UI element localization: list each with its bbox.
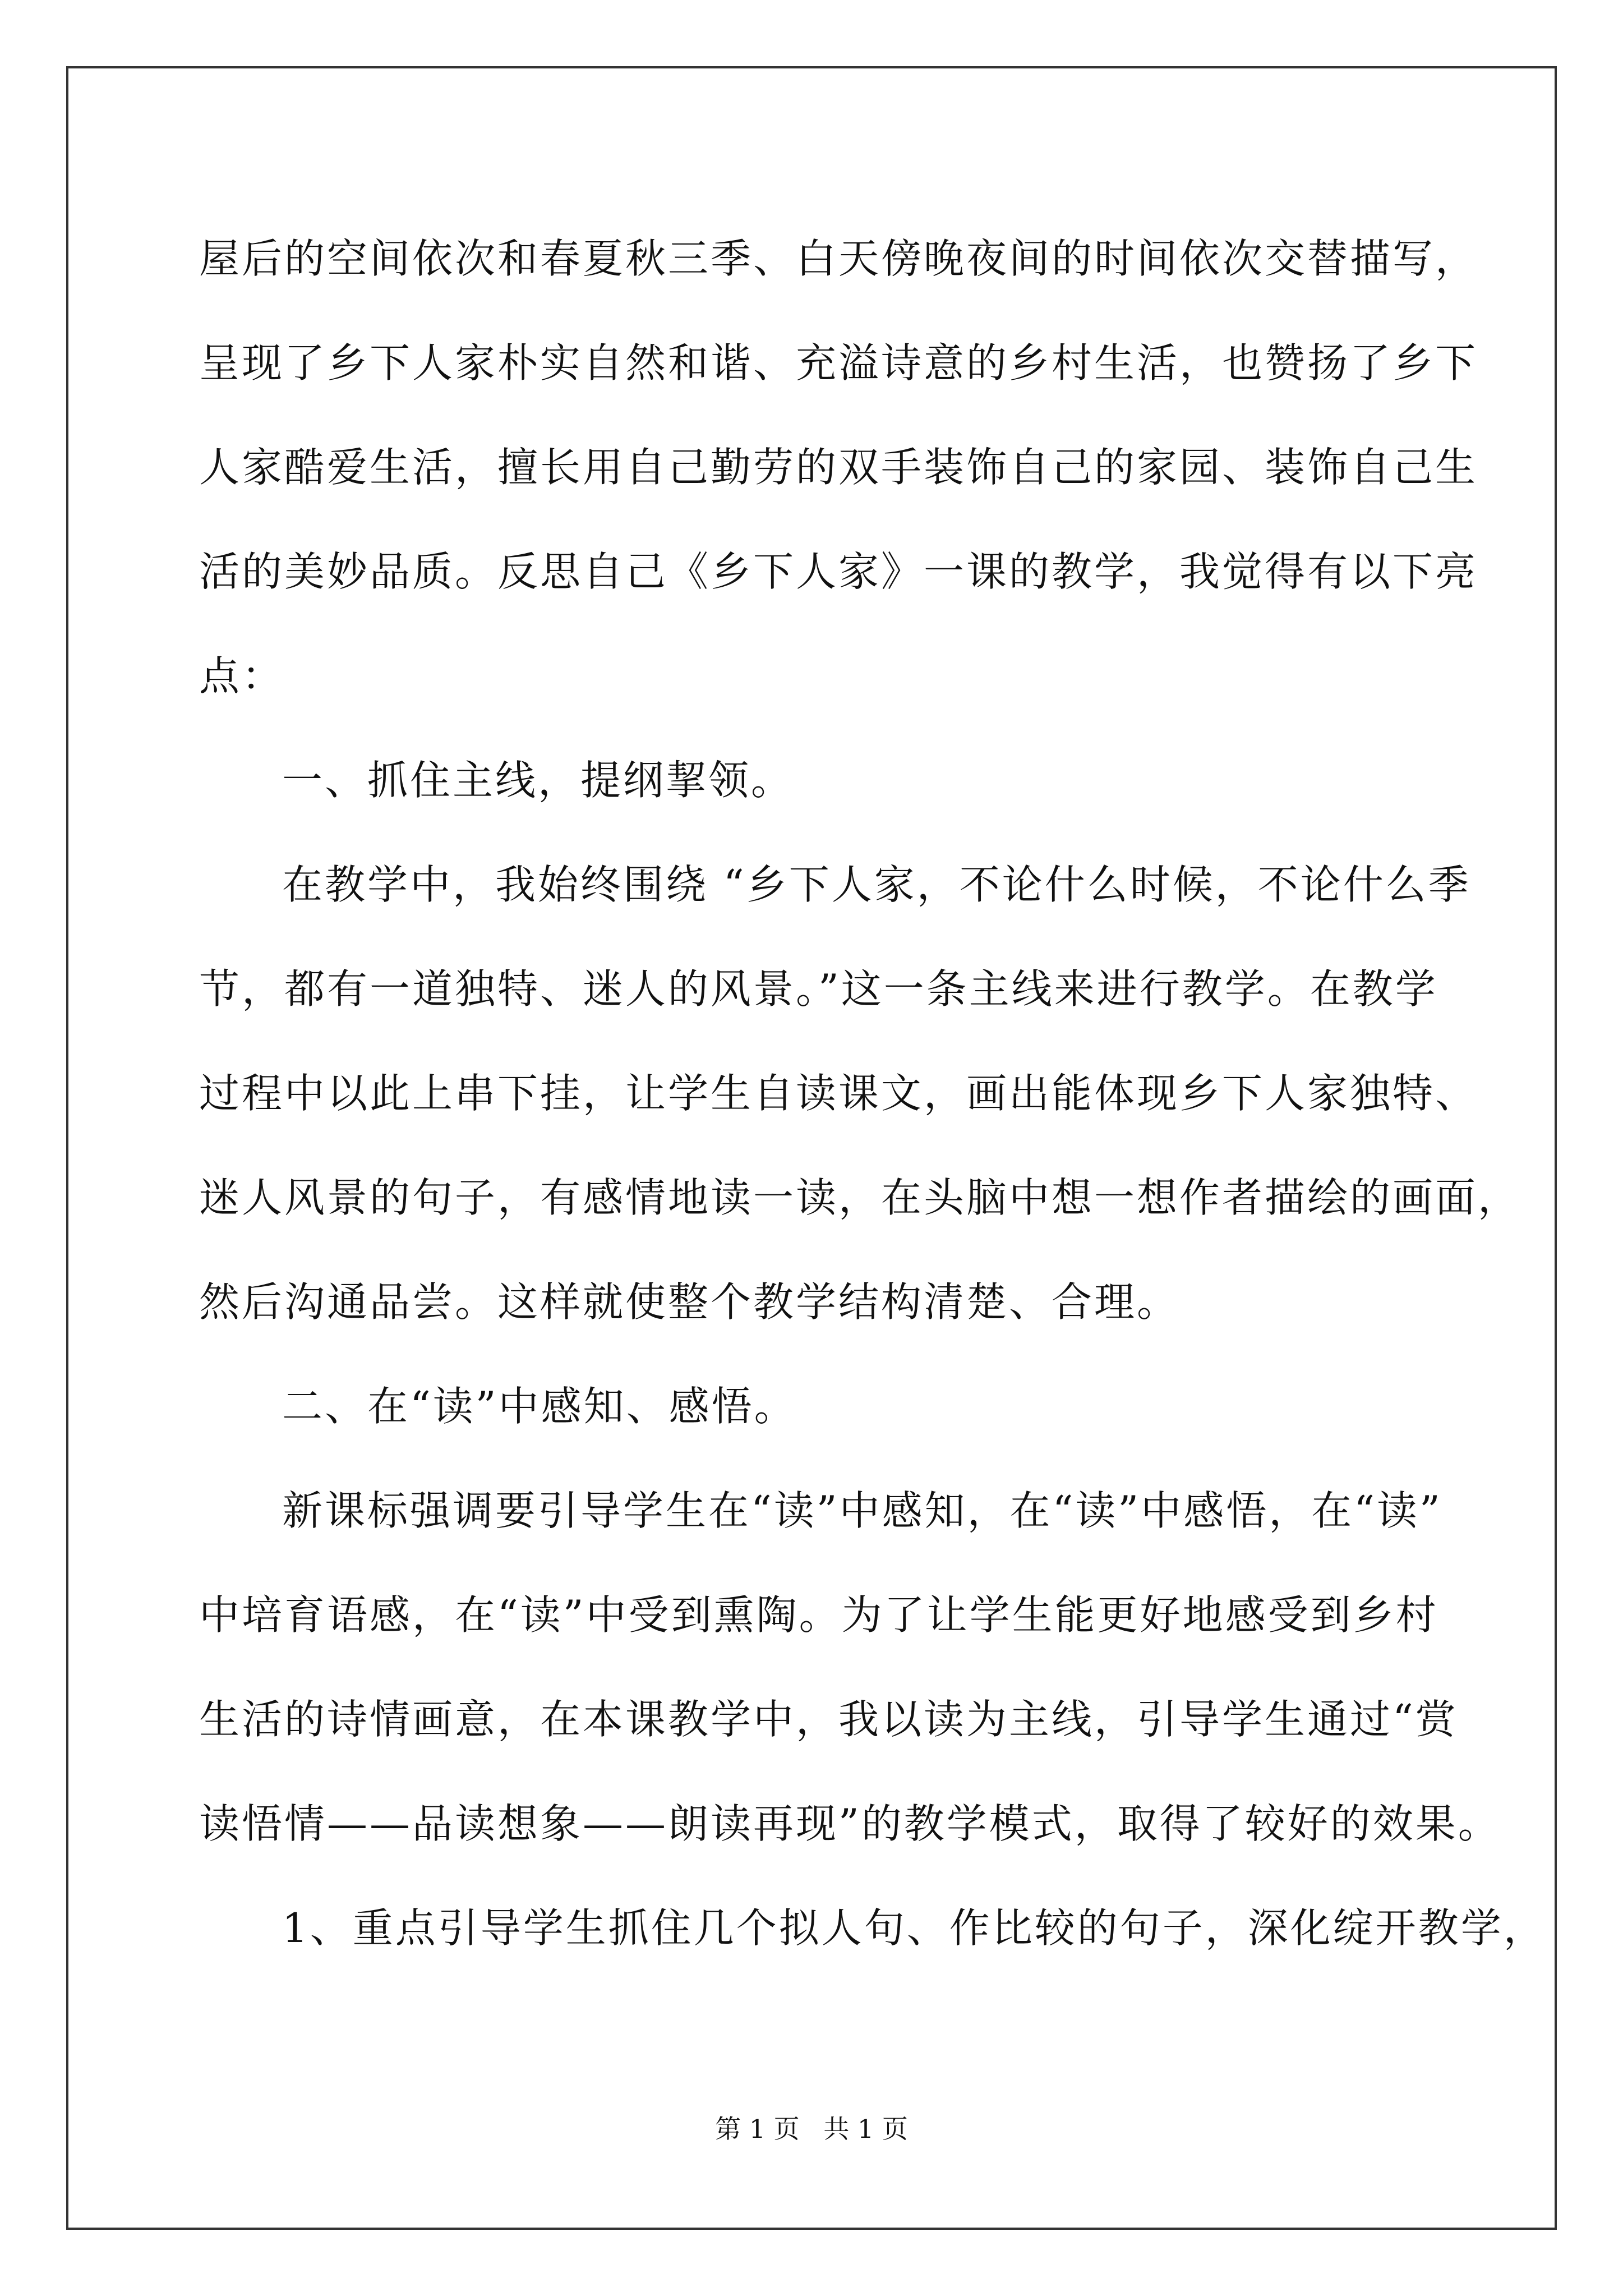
text-line: 过程中以此上串下挂，让学生自读课文，画出能体现乡下人家独特、: [199, 1070, 1478, 1117]
text-line: 生活的诗情画意，在本课教学中，我以读为主线，引导学生通过“赏: [199, 1696, 1458, 1743]
text-line: 新课标强调要引导学生在“读”中感知，在“读”中感悟，在“读”: [282, 1487, 1442, 1534]
text-line: 活的美妙品质。反思自己《乡下人家》一课的教学，我觉得有以下亮: [199, 548, 1478, 595]
text-line: 人家酷爱生活，擅长用自己勤劳的双手装饰自己的家园、装饰自己生: [199, 444, 1478, 491]
text-line: 迷人风景的句子，有感情地读一读，在头脑中想一想作者描绘的画面，: [199, 1174, 1521, 1221]
text-line: 一、抓住主线，提纲挈领。: [282, 757, 794, 804]
text-line: 二、在“读”中感知、感悟。: [282, 1383, 797, 1430]
text-line: 屋后的空间依次和春夏秋三季、白天傍晚夜间的时间依次交替描写，: [199, 235, 1478, 282]
document-body: [199, 206, 1546, 1980]
page-number-current: 第 1 页: [715, 2114, 800, 2144]
text-line: 中培育语感，在“读”中受到熏陶。为了让学生能更好地感受到乡村: [199, 1591, 1438, 1639]
text-line: 点：: [199, 652, 285, 700]
page-footer: [0, 2112, 1623, 2146]
text-line: 呈现了乡下人家朴实自然和谐、充溢诗意的乡村生活，也赞扬了乡下: [199, 339, 1478, 386]
text-line: 1、重点引导学生抓住几个拟人句、作比较的句子，深化绽开教学，: [282, 1904, 1546, 1952]
text-line: 读悟情——品读想象——朗读再现”的教学模式，取得了较好的效果。: [199, 1800, 1501, 1847]
text-line: 节，都有一道独特、迷人的风景。”这一条主线来进行教学。在教学: [199, 965, 1438, 1013]
page-number-total: 共 1 页: [823, 2114, 908, 2144]
text-line: 然后沟通品尝。这样就使整个教学结构清楚、合理。: [199, 1278, 1180, 1326]
text-line: 在教学中，我始终围绕 “乡下人家，不论什么时候，不论什么季: [282, 861, 1471, 908]
